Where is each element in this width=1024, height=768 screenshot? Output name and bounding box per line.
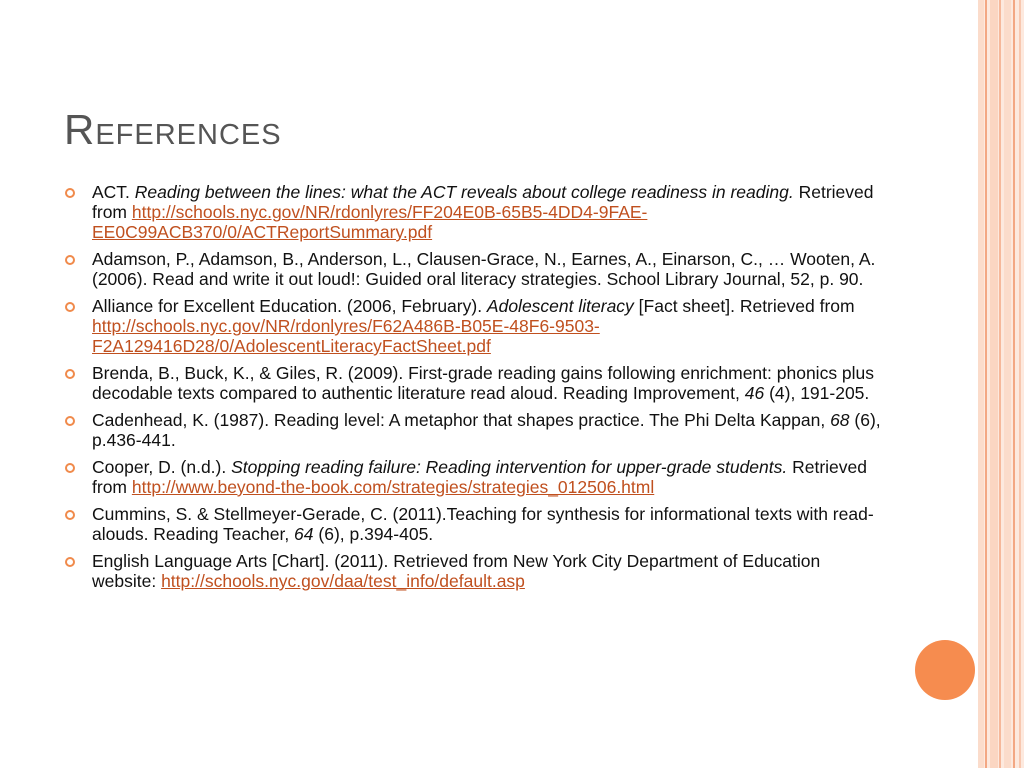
reference-item (64, 249, 884, 289)
reference-text: Cooper, D. (n.d.). (92, 457, 232, 477)
reference-title: Reading between the lines: what the ACT reveals about college readiness in reading. (134, 182, 794, 202)
reference-text: English Language Arts [Chart]. (2011). Retrieved from New York City Department of Education website: (92, 551, 821, 591)
reference-link[interactable]: http://www.beyond-the-book.com/strategies/strategies_012506.html (131, 477, 655, 497)
reference-text: Alliance for Excellent Education. (2006, February). (92, 296, 487, 316)
reference-text: [Fact sheet]. Retrieved from (633, 296, 855, 316)
reference-volume: 46 (744, 383, 765, 403)
bullet-ring-icon (65, 463, 75, 473)
bullet-ring-icon (65, 557, 75, 567)
bullet-ring-icon (65, 255, 75, 265)
reference-title: Adolescent literacy (486, 296, 634, 316)
reference-volume: 64 (294, 524, 314, 544)
reference-link[interactable]: http://schools.nyc.gov/NR/rdonlyres/FF204E0B-65B5-4DD4-9FAE-EE0C99ACB370/0/ACTReportSummary.pdf (92, 202, 648, 242)
stripe-band (978, 0, 1024, 768)
reference-text: Brenda, B., Buck, K., & Giles, R. (2009). First-grade reading gains following enrichment: phonics plus decodable texts compared to authentic literature read aloud. Reading Improvement, (92, 363, 875, 403)
bullet-ring-icon (65, 510, 75, 520)
reference-item (64, 551, 884, 591)
reference-item (64, 363, 884, 403)
decorative-circle (915, 640, 975, 700)
reference-title: Stopping reading failure: Reading intervention for upper-grade students. (231, 457, 788, 477)
slide-title: References (64, 106, 282, 153)
decorative-stripes (978, 0, 1024, 768)
bullet-ring-icon (65, 416, 75, 426)
reference-volume: 68 (830, 410, 850, 430)
stripe-1 (978, 0, 984, 768)
stripe-2 (990, 0, 998, 768)
reference-list (64, 182, 884, 598)
reference-text: ACT. (92, 182, 135, 202)
reference-text: Retrieved from (92, 182, 874, 222)
bullet-ring-icon (65, 188, 75, 198)
reference-text: Cummins, S. & Stellmeyer-Gerade, C. (2011).Teaching for synthesis for informational texts with read-alouds. Reading Teacher, (92, 504, 874, 544)
reference-item (64, 296, 884, 356)
reference-link[interactable]: http://schools.nyc.gov/daa/test_info/default.asp (161, 571, 525, 591)
reference-item (64, 410, 884, 450)
reference-link[interactable]: http://schools.nyc.gov/NR/rdonlyres/F62A486B-B05E-48F6-9503-F2A129416D28/0/AdolescentLiteracyFactSheet.pdf (92, 316, 600, 356)
reference-item (64, 504, 884, 544)
bullet-ring-icon (65, 302, 75, 312)
reference-text: (6), p.394-405. (313, 524, 434, 544)
reference-item (64, 457, 884, 497)
bullet-ring-icon (65, 369, 75, 379)
reference-text: (6), p.436-441. (92, 410, 881, 450)
stripe-3 (1004, 0, 1011, 768)
reference-text: Cadenhead, K. (1987). Reading level: A metaphor that shapes practice. The Phi Delta Kappan, (92, 410, 831, 430)
reference-text: Adamson, P., Adamson, B., Anderson, L., Clausen-Grace, N., Earnes, A., Einarson, C., … Wooten, A. (2006). Read and write it out loud!: Guided oral literacy strategies. School Library Journal, 52, p. 90. (92, 249, 876, 289)
reference-text: Retrieved from (92, 457, 868, 497)
reference-text: (4), 191-205. (764, 383, 870, 403)
reference-item (64, 182, 884, 242)
